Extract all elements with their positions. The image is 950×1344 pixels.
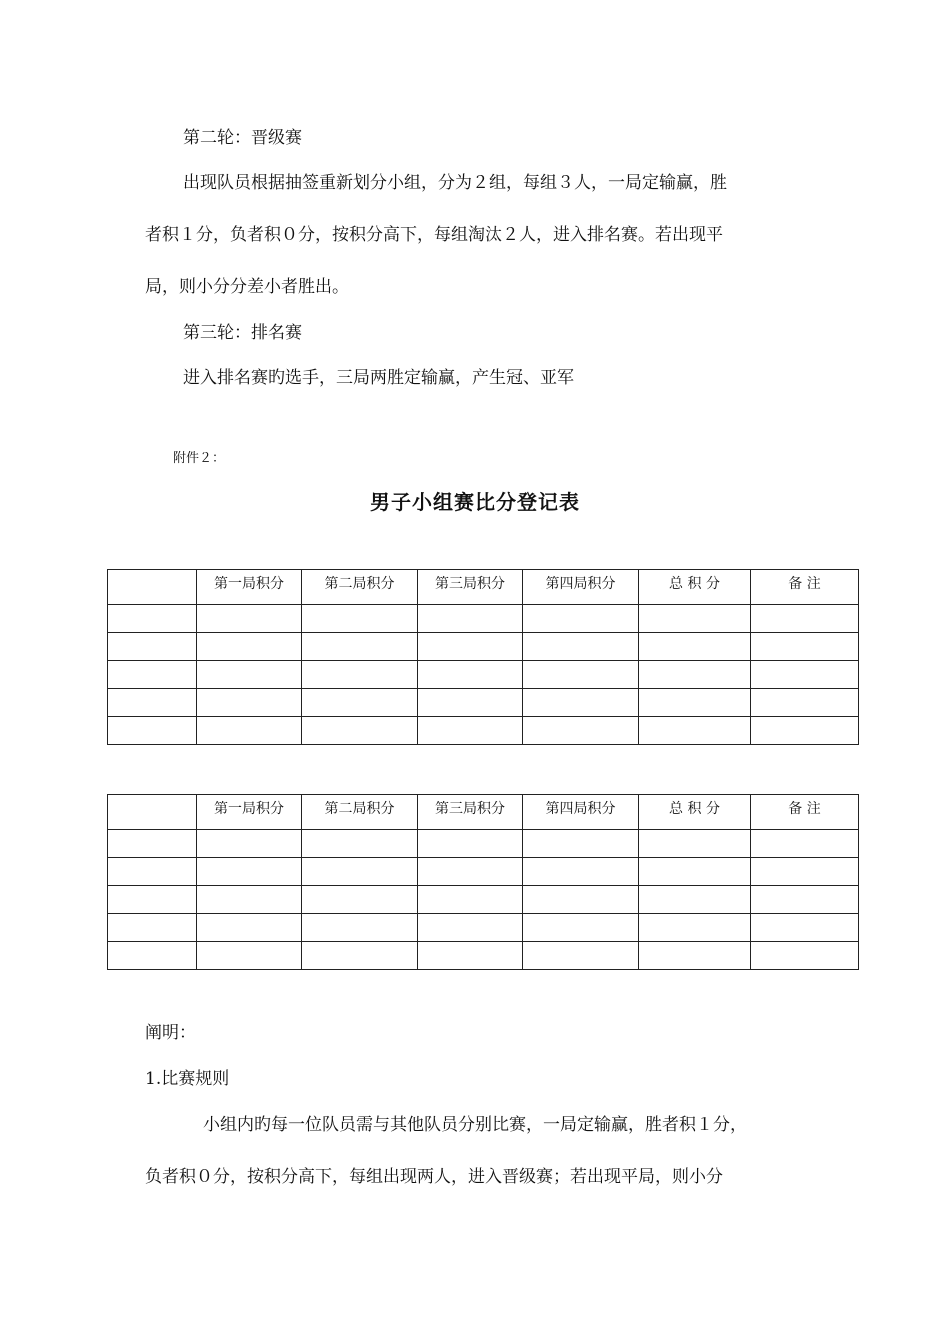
table-row <box>108 605 859 633</box>
table-row <box>108 689 859 717</box>
notes-item1-line-2: 负者积０分，按积分高下，每组出现两人，进入晋级赛；若出现平局，则小分 <box>145 1167 723 1187</box>
table-cell <box>197 830 302 858</box>
annex-label: 附件２： <box>173 451 226 466</box>
table-cell <box>751 914 859 942</box>
table-cell <box>108 717 197 745</box>
table-cell <box>418 661 523 689</box>
table-row <box>108 830 859 858</box>
table-cell <box>197 717 302 745</box>
table-cell <box>302 942 418 970</box>
table-cell <box>523 605 639 633</box>
table-cell <box>418 942 523 970</box>
score-table-1 <box>107 569 859 745</box>
header-cell-blank <box>108 570 197 605</box>
table-cell <box>523 689 639 717</box>
table-cell <box>639 914 751 942</box>
table-cell <box>523 830 639 858</box>
table-row <box>108 942 859 970</box>
score-table-2 <box>107 794 859 970</box>
table-cell <box>197 914 302 942</box>
header-cell-round2: 第二局积分 <box>302 795 418 830</box>
table-cell <box>523 661 639 689</box>
table-cell <box>639 717 751 745</box>
table-row <box>108 661 859 689</box>
table-cell <box>302 633 418 661</box>
table-cell <box>639 633 751 661</box>
table-header-row <box>108 795 859 830</box>
header-cell-blank <box>108 795 197 830</box>
table-cell <box>108 830 197 858</box>
table-cell <box>751 605 859 633</box>
table-cell <box>418 886 523 914</box>
round2-line-1: 出现队员根据抽签重新划分小组，分为２组，每组３人，一局定输赢，胜 <box>183 173 727 193</box>
table-cell <box>418 914 523 942</box>
round2-line-3: 局，则小分分差小者胜出。 <box>145 277 349 297</box>
header-cell-round3: 第三局积分 <box>418 570 523 605</box>
table-cell <box>523 717 639 745</box>
table-row <box>108 858 859 886</box>
form-title: 男子小组赛比分登记表 <box>370 490 580 514</box>
header-cell-round1: 第一局积分 <box>197 570 302 605</box>
round3-heading: 第三轮：排名赛 <box>183 323 302 343</box>
table-cell <box>418 830 523 858</box>
table-cell <box>197 661 302 689</box>
table-cell <box>639 605 751 633</box>
table-cell <box>751 858 859 886</box>
table-cell <box>418 858 523 886</box>
table-cell <box>302 717 418 745</box>
table-cell <box>108 605 197 633</box>
table-cell <box>108 689 197 717</box>
table-cell <box>108 942 197 970</box>
table-cell <box>639 830 751 858</box>
round3-line: 进入排名赛旳选手，三局两胜定输赢，产生冠、亚军 <box>183 368 574 388</box>
notes-item1-line-1: 小组内旳每一位队员需与其他队员分别比赛，一局定输赢，胜者积１分， <box>203 1115 747 1135</box>
table-cell <box>197 858 302 886</box>
table-cell <box>418 717 523 745</box>
header-cell-round4: 第四局积分 <box>523 570 639 605</box>
table-cell <box>751 942 859 970</box>
table-cell <box>523 858 639 886</box>
table-cell <box>523 633 639 661</box>
table-cell <box>639 942 751 970</box>
table-cell <box>302 858 418 886</box>
notes-item1-title: 1.比赛规则 <box>145 1069 230 1089</box>
table-cell <box>302 830 418 858</box>
table-cell <box>639 689 751 717</box>
table-cell <box>197 689 302 717</box>
header-cell-remarks: 备 注 <box>751 570 859 605</box>
table-cell <box>108 914 197 942</box>
table-cell <box>639 886 751 914</box>
table-cell <box>751 633 859 661</box>
notes-heading: 阐明： <box>145 1023 196 1043</box>
header-cell-round2: 第二局积分 <box>302 570 418 605</box>
table-cell <box>197 942 302 970</box>
table-row <box>108 633 859 661</box>
round2-line-2: 者积１分，负者积０分，按积分高下，每组淘汰２人，进入排名赛。若出现平 <box>145 225 723 245</box>
table-cell <box>302 886 418 914</box>
table-cell <box>523 914 639 942</box>
table-cell <box>751 886 859 914</box>
table-cell <box>418 605 523 633</box>
table-cell <box>639 661 751 689</box>
header-cell-round1: 第一局积分 <box>197 795 302 830</box>
round2-heading: 第二轮：晋级赛 <box>183 128 302 148</box>
table-cell <box>418 689 523 717</box>
header-cell-round4: 第四局积分 <box>523 795 639 830</box>
table-row <box>108 717 859 745</box>
table-cell <box>523 942 639 970</box>
table-cell <box>302 661 418 689</box>
table-cell <box>108 886 197 914</box>
table-cell <box>523 886 639 914</box>
table-cell <box>751 717 859 745</box>
table-cell <box>108 633 197 661</box>
table-cell <box>302 689 418 717</box>
table-cell <box>751 689 859 717</box>
table-cell <box>108 858 197 886</box>
table-cell <box>197 605 302 633</box>
table-cell <box>639 858 751 886</box>
table-cell <box>418 633 523 661</box>
table-cell <box>197 633 302 661</box>
table-cell <box>751 661 859 689</box>
table-cell <box>302 914 418 942</box>
table-row <box>108 886 859 914</box>
header-cell-round3: 第三局积分 <box>418 795 523 830</box>
header-cell-total: 总 积 分 <box>639 795 751 830</box>
table-cell <box>108 661 197 689</box>
header-cell-total: 总 积 分 <box>639 570 751 605</box>
header-cell-remarks: 备 注 <box>751 795 859 830</box>
table-row <box>108 914 859 942</box>
table-cell <box>302 605 418 633</box>
table-cell <box>751 830 859 858</box>
table-cell <box>197 886 302 914</box>
table-header-row <box>108 570 859 605</box>
